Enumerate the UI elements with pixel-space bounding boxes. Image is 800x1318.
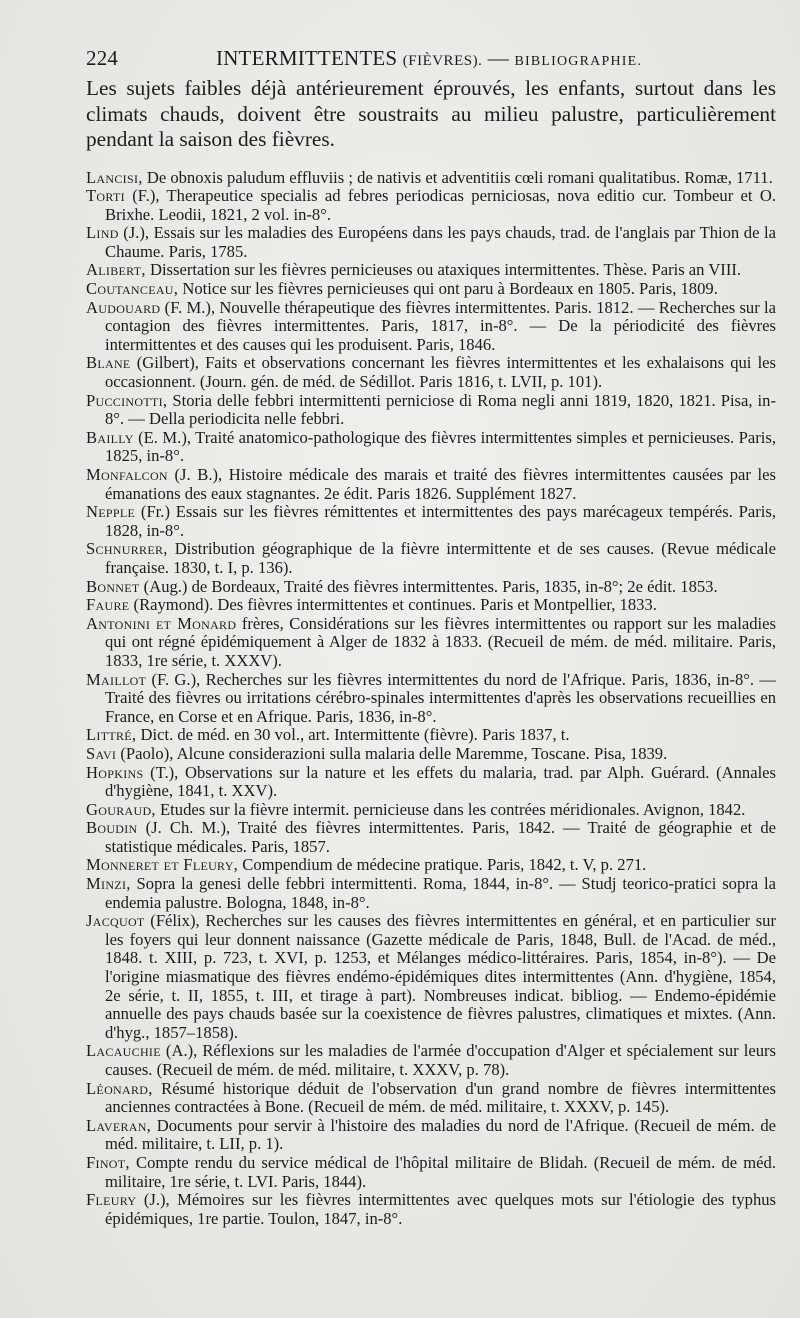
entry-text: Sopra la genesi delle febbri intermittenti. Roma, 1844, in-8°. — Studj teorico-pratici sopra la endemia palustre. Bologna, 1848, in-8°. (105, 874, 776, 912)
entry-text: Dissertation sur les fièvres pernicieuses ou ataxiques intermittentes. Thèse. Paris an VIII. (145, 260, 742, 280)
entry-text: (J.), Mémoires sur les fièvres intermittentes avec quelques mots sur l'étiologie des typhus épidémiques, 1re partie. Toulon, 1847, in-8°. (105, 1190, 776, 1228)
entry-author: Boudin (86, 818, 138, 838)
bibliography-entry (86, 875, 776, 912)
entry-author: Hopkins (86, 762, 144, 782)
entry-author: Savi (86, 743, 117, 763)
entry-text: (E. M.), Traité anatomico-pathologique des fièvres intermittentes simples et pernicieuses. Paris, 1825, in-8°. (105, 427, 776, 466)
entry-author: Bonnet (86, 576, 140, 596)
entry-author: Littré, (86, 725, 137, 745)
running-title-paren: (FIÈVRES). (402, 53, 483, 69)
entry-text: Notice sur les fièvres pernicieuses qui ont paru à Bordeaux en 1805. Paris, 1809. (178, 279, 718, 299)
bibliography-entry (86, 726, 776, 745)
entry-author: Torti (86, 186, 125, 206)
bibliography-entry (86, 1191, 776, 1228)
bibliography-entry (86, 299, 776, 355)
entry-text: (Aug.) de Bordeaux, Traité des fièvres intermittentes. Paris, 1835, in-8°; 2e édit. 1853. (139, 576, 718, 596)
entry-text: (F.), Therapeutice specialis ad febres periodicas perniciosas, nova editio cur. Tombeur et O. Brixhe. Leodii, 1821, 2 vol. in-8°. (105, 186, 776, 224)
entry-text: Dict. de méd. en 30 vol., art. Intermittente (fièvre). Paris 1837, t. (136, 725, 570, 745)
bibliography-entry (86, 224, 776, 261)
entry-author: Laveran, (86, 1115, 152, 1135)
entry-text: (Félix), Recherches sur les causes des fièvres intermittentes en général, et en particulier sur les foyers qui leur donnent naissance (Gazette médicale de Paris, 1848, Bull. de l'Acad. de méd., 1848. t. XIII, p. 723, t. XVI, p. 1253, et Mélanges médico-littéraires. Paris, 1854, in-8°). — De l'origine miasmatique des fièvres endémo-épidémiques dites intermittentes (Ann. d'hygiène, 1854, 2e série, t. II, 1855, t. III, et tirage à part). Nombreuses indicat. bibliog. — Endemo-épidémie annuelle des pays chauds basée sur la coexistence de fièvres palustres, climatiques et mixtes. (Ann. d'hyg., 1857–1858). (105, 911, 776, 1042)
entry-text: De obnoxis paludum effluviis ; de nativis et adventitiis cœli romani qualitatibus. Romæ, 1711. (142, 167, 773, 187)
bibliography-entry (86, 187, 776, 224)
entry-text: (F. G.), Recherches sur les fièvres intermittentes du nord de l'Afrique. Paris, 1836, in-8°. — Traité des fièvres ou irritations cérébro-spinales intermittentes d'après les observations recueillies en France, en Corse et en Afrique. Paris, 1836, in-8°. (105, 669, 776, 726)
bibliography-entry (86, 1154, 776, 1191)
entry-text: (J.), Essais sur les maladies des Européens dans les pays chauds, trad. de l'anglais par Thion de la Chaume. Paris, 1785. (105, 223, 776, 261)
entry-text: (J. Ch. M.), Traité des fièvres intermittentes. Paris, 1842. — Traité de géographie et de statistique médicales. Paris, 1857. (105, 818, 776, 856)
entry-author: Schnurrer, (86, 539, 168, 559)
running-title-section: BIBLIOGRAPHIE. (514, 54, 643, 69)
running-title-separator: — (482, 46, 515, 70)
entry-text: Etudes sur la fièvre intermit. pernicieuse dans les contrées méridionales. Avignon, 1842. (155, 799, 746, 819)
entry-text: (J. B.), Histoire médicale des marais et traité des fièvres intermittentes causées par les émanations des eaux stagnantes. 2e édit. Paris 1826. Supplément 1827. (105, 465, 776, 503)
entry-author: Audouard (86, 297, 161, 317)
bibliography-entry (86, 578, 776, 597)
bibliography-entry (86, 912, 776, 1042)
bibliography-entry (86, 280, 776, 299)
entry-text: Documents pour servir à l'histoire des maladies du nord de l'Afrique. (Recueil de mém. de méd. militaire, t. LII, p. 1). (105, 1115, 776, 1154)
entry-author: Léonard, (86, 1078, 153, 1098)
entry-text: Distribution géographique de la fièvre intermittente et de ses causes. (Revue médicale française. 1830, t. I, p. 136). (105, 539, 776, 577)
bibliography-entry (86, 429, 776, 466)
bibliography-entry (86, 540, 776, 577)
entry-author: Monneret et Fleury, (86, 855, 239, 875)
entry-author: Lacauchie (86, 1041, 161, 1061)
entry-author: Puccinotti, (86, 390, 168, 410)
intro-paragraph (86, 76, 776, 153)
bibliography-entry (86, 169, 776, 188)
bibliography-entry (86, 1117, 776, 1154)
bibliography-entry (86, 745, 776, 764)
entry-text: frères, Considérations sur les fièvres intermittentes ou rapport sur les maladies qui ont régné épidémiquement à Alger de 1832 à 1833. (Recueil de mém. de méd. militaire. Paris, 1833, 1re série, t. XXXV). (105, 613, 776, 670)
bibliography-entry (86, 856, 776, 875)
entry-text: (Raymond). Des fièvres intermittentes et continues. Paris et Montpellier, 1833. (129, 595, 657, 615)
bibliography-entry (86, 1080, 776, 1117)
bibliography-entry (86, 354, 776, 391)
entry-text: Résumé historique déduit de l'observation d'un grand nombre de fièvres intermittentes anciennes contractées à Bone. (Recueil de mém. de méd. militaire, t. XXXV, p. 145). (105, 1078, 776, 1117)
page-number: 224 (86, 46, 119, 70)
entry-author: Blane (86, 353, 131, 373)
entry-text: (T.), Observations sur la nature et les effets du malaria, trad. par Alph. Guérard. (Annales d'hygiène, 1841, t. XXV). (105, 762, 776, 801)
bibliography-entry (86, 671, 776, 727)
bibliography-entry (86, 596, 776, 615)
bibliography-entry (86, 261, 776, 280)
entry-text: Compendium de médecine pratique. Paris, 1842, t. V, p. 271. (238, 855, 647, 875)
bibliography-entry (86, 801, 776, 820)
entry-text: Compte rendu du service médical de l'hôpital militaire de Blidah. (Recueil de mém. de méd. militaire, 1re série, t. LVI. Paris, 1844). (105, 1152, 776, 1191)
entry-author: Alibert, (86, 260, 146, 280)
entry-author: Maillot (86, 669, 147, 689)
entry-author: Lancisi, (86, 167, 143, 187)
entry-text: (Fr.) Essais sur les fièvres rémittentes et intermittentes des pays marécageux tempérés. Paris, 1828, in-8°. (105, 502, 776, 540)
bibliography-entry (86, 1042, 776, 1079)
running-title (216, 46, 642, 71)
entry-author: Antonini et Monard (86, 613, 237, 633)
bibliography-list (86, 169, 776, 1229)
entry-author: Minzi, (86, 874, 131, 894)
intro-text: Les sujets faibles déjà antérieurement éprouvés, les enfants, surtout dans les climats chauds, doivent être soustraits au milieu palustre, particulièrement pendant la saison des fièvres. (86, 76, 776, 151)
bibliography-entry (86, 764, 776, 801)
entry-author: Monfalcon (86, 465, 168, 484)
entry-author: Gouraud, (86, 799, 156, 819)
entry-author: Coutanceau, (86, 279, 179, 299)
entry-text: (Gilbert), Faits et observations concernant les fièvres intermittentes et les exhalaisons qui les occasionnent. (Journ. gén. de méd. de Sédillot. Paris 1816, t. LVII, p. 101). (105, 353, 776, 392)
entry-author: Jacquot (86, 911, 145, 931)
entry-author: Nepple (86, 502, 136, 522)
entry-author: Lind (86, 223, 119, 243)
entry-author: Bailly (86, 427, 134, 447)
running-header (86, 38, 776, 72)
entry-text: (F. M.), Nouvelle thérapeutique des fièvres intermittentes. Paris. 1812. — Recherches sur la contagion des fièvres intermittentes. Paris, 1817, in-8°. — De la périodicité des fièvres intermittentes et des causes qui les produisent. Paris, 1846. (105, 297, 776, 354)
bibliography-entry (86, 819, 776, 856)
entry-author: Faure (86, 595, 130, 615)
running-title-main: INTERMITTENTES (216, 46, 398, 70)
entry-text: Storia delle febbri intermittenti perniciose di Roma negli anni 1819, 1820, 1821. Pisa, in-8°. — Della periodicita nelle febbri. (105, 390, 776, 429)
entry-author: Fleury (86, 1190, 137, 1210)
bibliography-entry (86, 466, 776, 503)
entry-text: (Paolo), Alcune considerazioni sulla malaria delle Maremme, Toscane. Pisa, 1839. (116, 743, 668, 763)
bibliography-entry (86, 392, 776, 429)
bibliography-entry (86, 615, 776, 671)
entry-author: Finot, (86, 1152, 130, 1172)
entry-text: (A.), Réflexions sur les maladies de l'armée d'occupation d'Alger et spécialement sur leurs causes. (Recueil de mém. de méd. militaire, t. XXXV, p. 78). (105, 1041, 776, 1079)
bibliography-entry (86, 503, 776, 540)
